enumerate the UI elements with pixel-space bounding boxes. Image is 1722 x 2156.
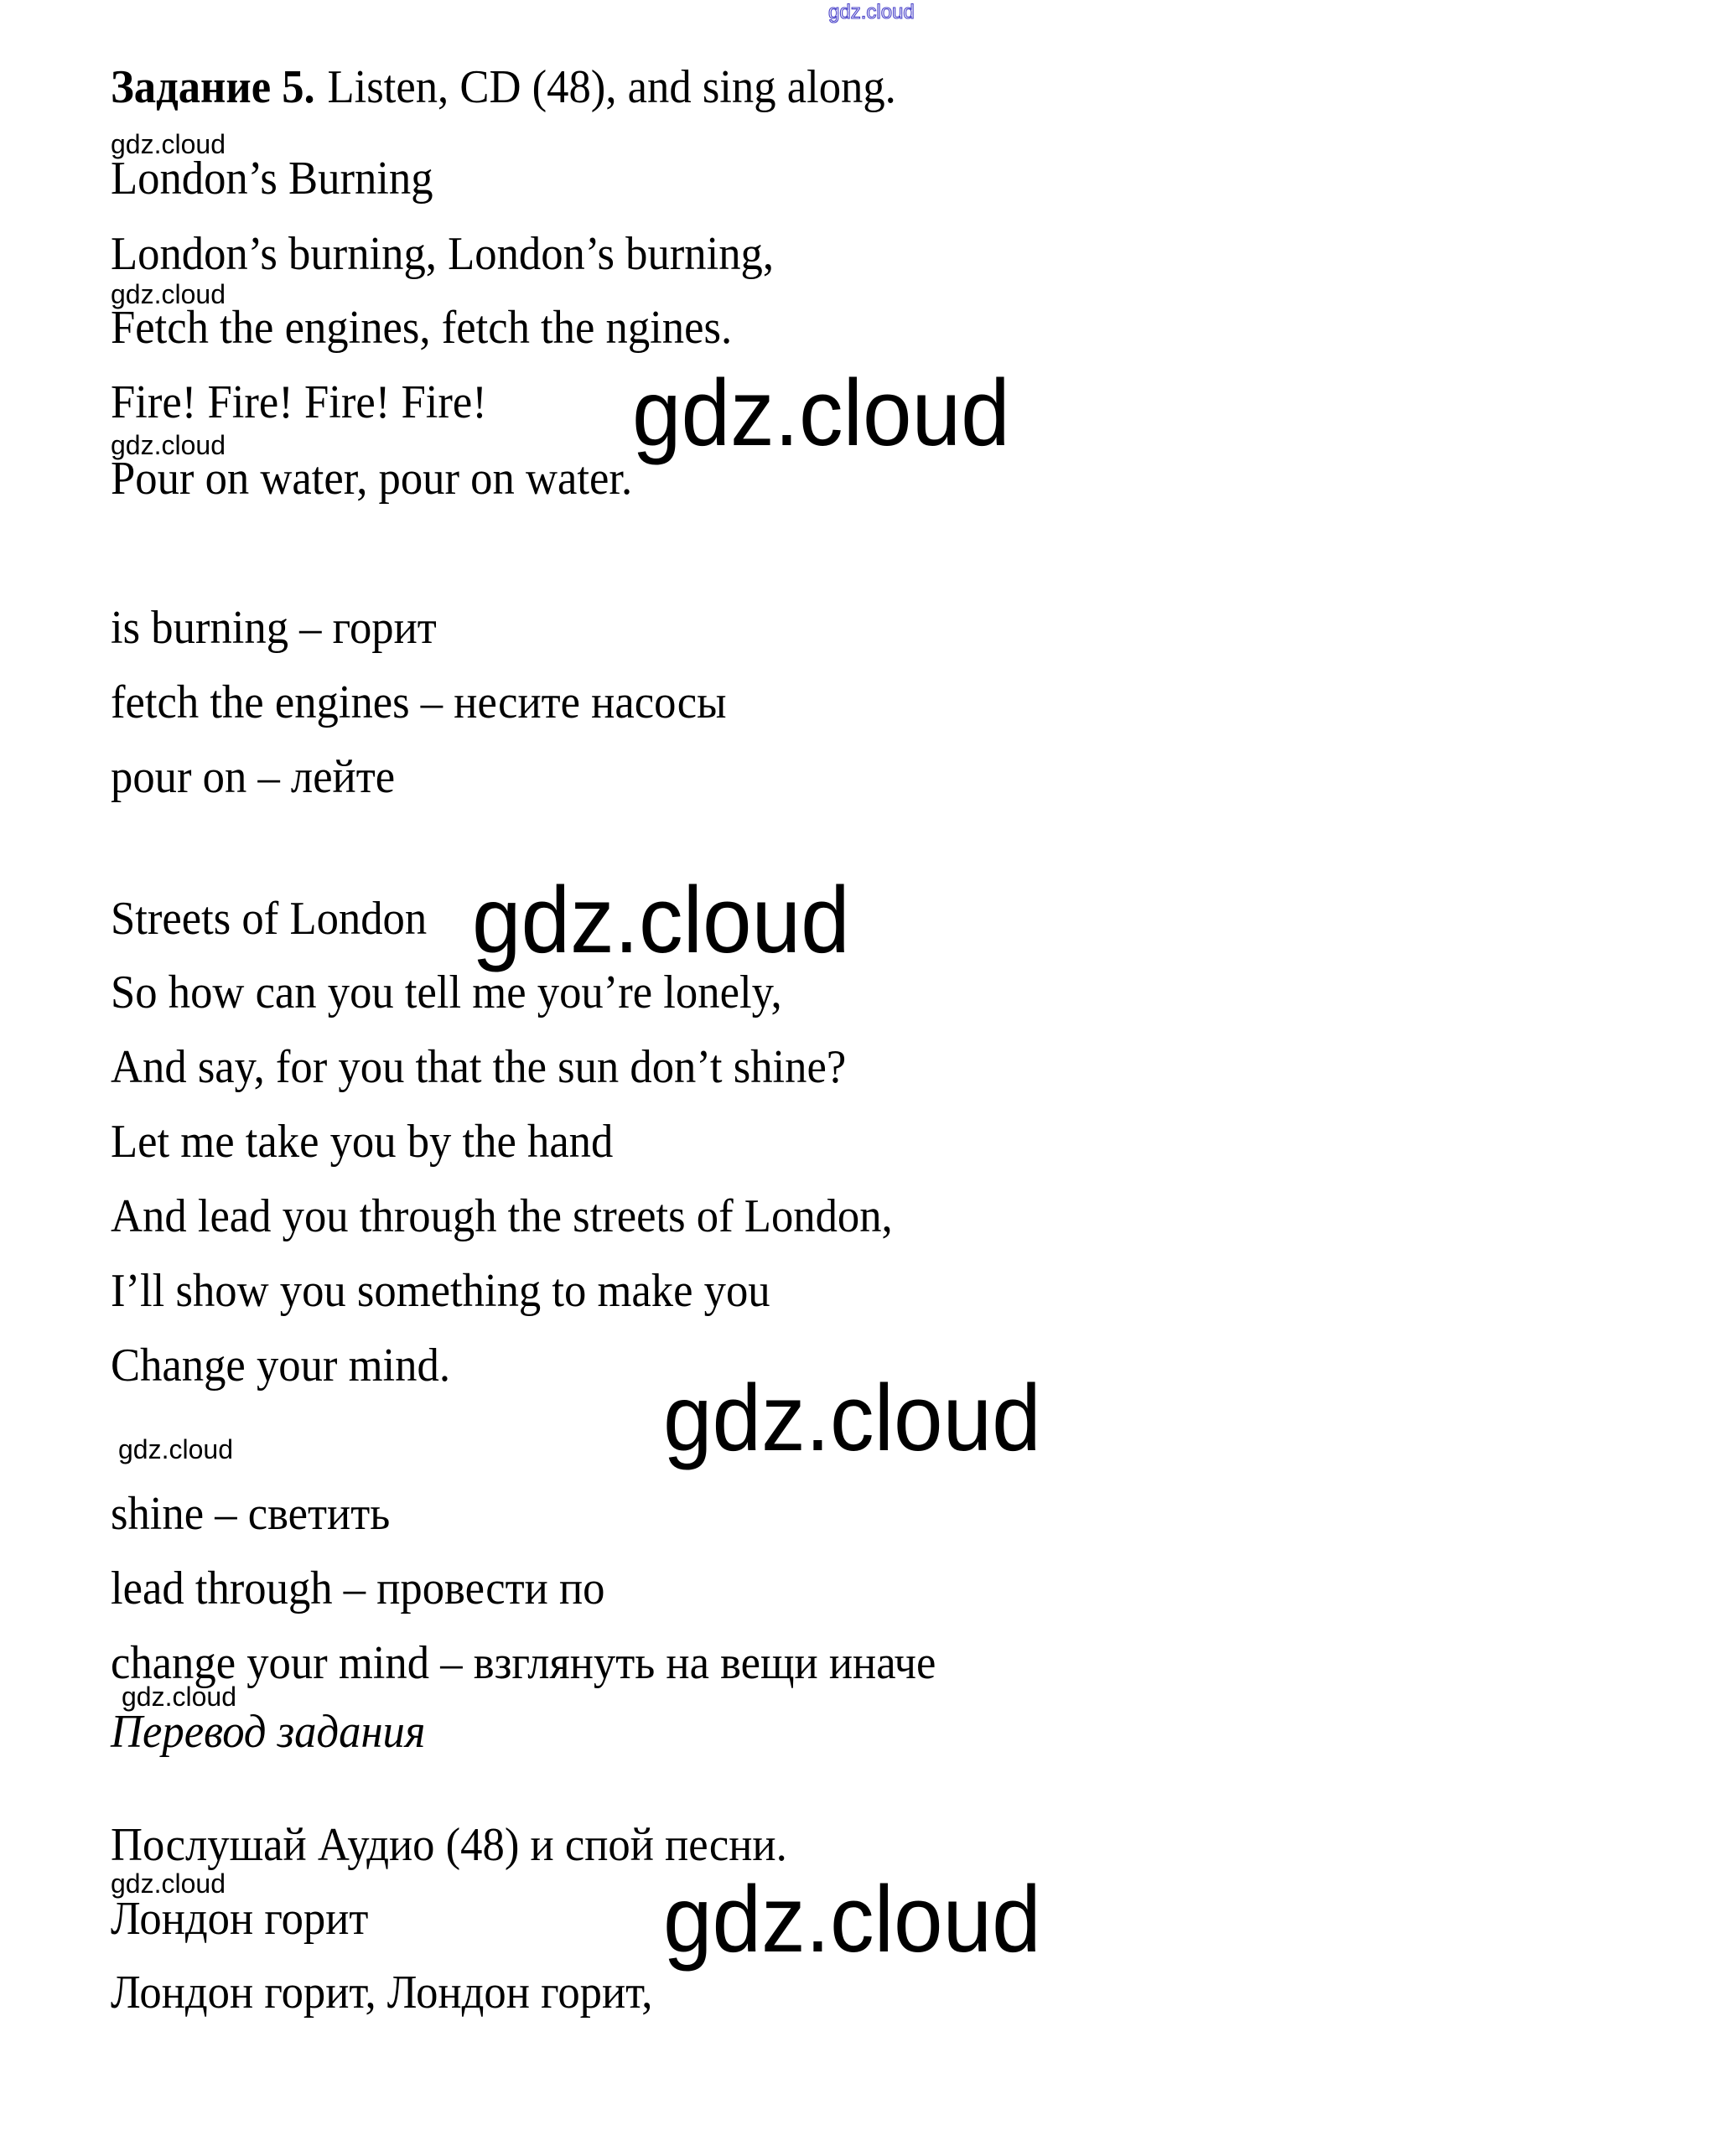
watermark-small: gdz.cloud <box>111 1868 226 1899</box>
song1-line: London’s burning, London’s burning, <box>111 228 775 280</box>
watermark-large: gdz.cloud <box>663 1867 1041 1972</box>
song2-line: I’ll show you something to make you <box>111 1265 770 1317</box>
watermark-small: gdz.cloud <box>122 1682 236 1712</box>
watermark-small: gdz.cloud <box>111 279 226 309</box>
vocab1-item: fetch the engines – несите насосы <box>111 676 727 728</box>
task-heading <box>111 61 896 113</box>
song2-line: Change your mind. <box>111 1340 450 1392</box>
song2-line: And say, for you that the sun don’t shine? <box>111 1041 847 1093</box>
watermark-small: gdz.cloud <box>111 129 226 159</box>
vocab1-item: pour on – лейте <box>111 751 396 803</box>
song2-title: Streets of London <box>111 893 428 945</box>
watermark-top: gdz.cloud <box>828 1 915 23</box>
task-instruction: Listen, CD (48), and sing along. <box>327 61 896 113</box>
watermark-large: gdz.cloud <box>632 360 1010 465</box>
song1-title: London’s Burning <box>111 153 433 205</box>
song1-line: Fetch the engines, fetch the ngines. <box>111 302 733 354</box>
watermark-large: gdz.cloud <box>663 1366 1041 1470</box>
song2-line: So how can you tell me you’re lonely, <box>111 967 782 1018</box>
watermark-small: gdz.cloud <box>111 430 226 460</box>
task-number: Задание 5. <box>111 61 315 113</box>
song2-line: And lead you through the streets of London, <box>111 1190 893 1242</box>
vocab2-item: shine – светить <box>111 1488 391 1540</box>
translation-line: Лондон горит, Лондон горит, <box>111 1967 653 2019</box>
translation-heading: Перевод задания <box>111 1706 426 1758</box>
vocab2-item: lead through – провести по <box>111 1563 605 1614</box>
translation-song-title: Лондон горит <box>111 1893 369 1945</box>
song1-line: Pour on water, pour on water. <box>111 453 633 505</box>
song1-line: Fire! Fire! Fire! Fire! <box>111 376 487 428</box>
vocab2-item: change your mind – взглянуть на вещи иначе <box>111 1637 936 1689</box>
watermark-small: gdz.cloud <box>118 1434 233 1464</box>
translation-instruction: Послушай Аудио (48) и спой песни. <box>111 1819 787 1871</box>
song2-line: Let me take you by the hand <box>111 1116 614 1168</box>
vocab1-item: is burning – горит <box>111 602 437 654</box>
watermark-large: gdz.cloud <box>472 868 850 972</box>
